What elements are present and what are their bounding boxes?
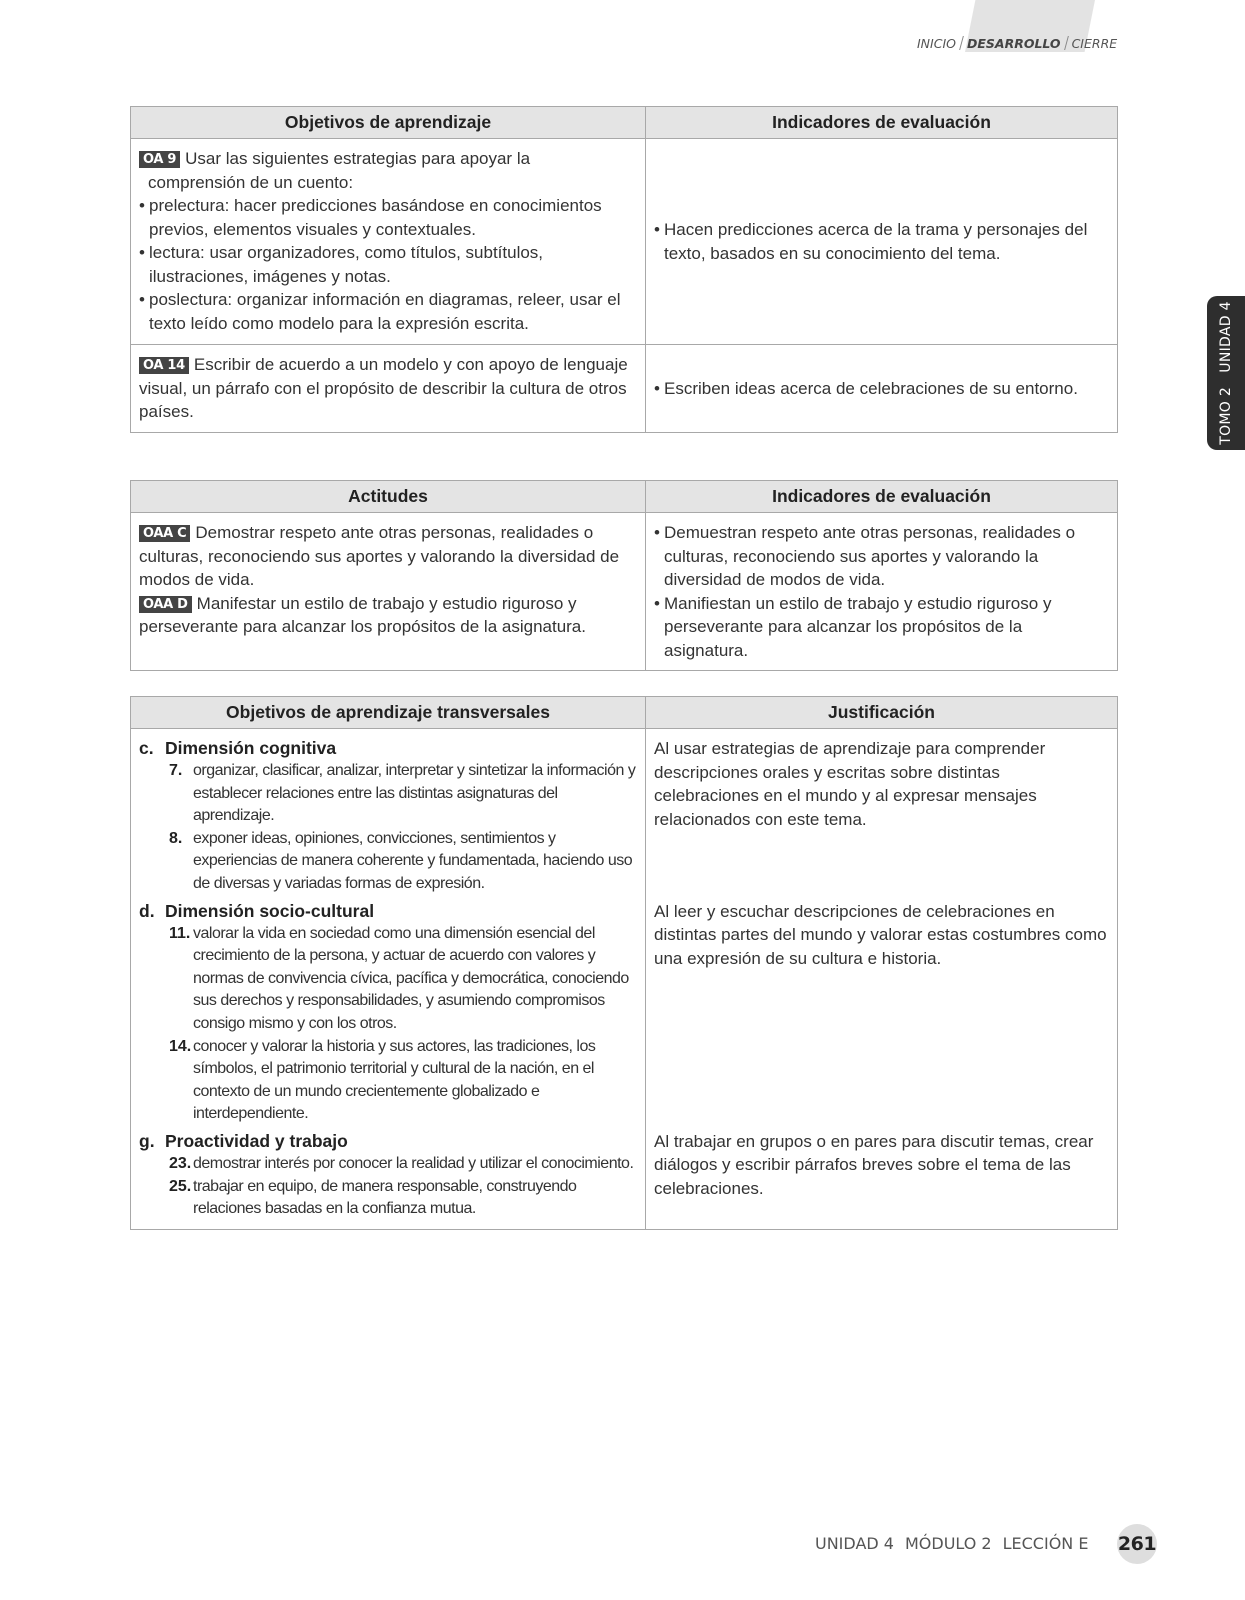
oa9-bullet: • poslectura: organizar información en diagramas, releer, usar el texto leído como modelo para la expresión escrita. [139, 288, 637, 335]
oa9-bullet: • lectura: usar organizadores, como títulos, subtítulos, ilustraciones, imágenes y notas. [139, 241, 637, 288]
footer-leccion: LECCIÓN E [1002, 1534, 1089, 1553]
table-row [131, 729, 1118, 900]
nav-inicio: INICIO [917, 36, 956, 51]
oaac-text: Demostrar respeto ante otras personas, realidades o culturas, reconociendo sus aportes y valorando la diversidad de modos de vida. [139, 523, 620, 589]
item-number: 25. [169, 1177, 192, 1195]
list-item [139, 760, 637, 828]
transversal-objectives-table [130, 696, 1118, 1230]
item-number: 14. [169, 1037, 192, 1055]
section-g-cell [131, 1130, 646, 1229]
oa14-indicator: • Escriben ideas acerca de celebraciones de su entorno. [654, 377, 1109, 401]
side-tab [1207, 296, 1245, 450]
footer-modulo: MÓDULO 2 [904, 1534, 992, 1553]
table-row [131, 513, 1118, 671]
oa9-intro-2: comprensión de un cuento: [148, 172, 354, 192]
nav-separator [1064, 36, 1069, 50]
table-row [131, 345, 1118, 433]
section-nav [905, 0, 1135, 60]
item-text: conocer y valorar la historia y sus actores, las tradiciones, los símbolos, el patrimonio territorial y cultural de la nación, en el contexto de un mundo crecientemente globalizado e interdependiente. [193, 1037, 596, 1123]
oa9-indicator: • Hacen predicciones acerca de la trama y personajes del texto, basados en su conocimiento del tema. [654, 218, 1109, 265]
attitudes-indicator-cell [646, 513, 1118, 671]
list-item [139, 1153, 637, 1176]
oa14-badge: OA 14 [139, 357, 189, 374]
section-letter: d. [139, 900, 155, 921]
oa14-text: Escribir de acuerdo a un modelo y con apoyo de lenguaje visual, un párrafo con el propósito de describir la cultura de otros países. [139, 355, 628, 421]
attitudes-cell [131, 513, 646, 671]
section-c-justification: Al usar estrategias de aprendizaje para comprender descripciones orales y escritas sobre distintas celebraciones en el mundo y al expresar mensajes relacionados con este tema. [646, 729, 1118, 900]
oa9-bullet: • prelectura: hacer predicciones basándose en conocimientos previos, elementos visuales y contextuales. [139, 194, 637, 241]
item-text: demostrar interés por conocer la realidad y utilizar el conocimiento. [193, 1154, 634, 1172]
oaad-badge: OAA D [139, 596, 192, 613]
item-text: valorar la vida en sociedad como una dimensión esencial del crecimiento de la persona, y actuar de acuerdo con valores y normas de convivencia cívica, pacífica y democrática, conociendo sus derechos y responsabilidades, y asumiendo compromisos consigo mismo y con los otros. [193, 924, 629, 1032]
section-letter: c. [139, 738, 154, 758]
item-number: 7. [169, 762, 183, 779]
table-row [131, 900, 1118, 1130]
transversal-header: Objetivos de aprendizaje transversales [131, 697, 646, 729]
list-item [139, 923, 637, 1036]
section-title-text: Dimensión socio-cultural [165, 900, 375, 921]
objectives-table [130, 106, 1118, 433]
section-title [139, 900, 637, 923]
objectives-header: Objetivos de aprendizaje [131, 107, 646, 139]
item-text: trabajar en equipo, de manera responsable, construyendo relaciones basadas en la confianza mutua. [193, 1177, 577, 1218]
nav-desarrollo: DESARROLLO [966, 36, 1061, 51]
section-c-cell [131, 729, 646, 900]
attitudes-table [130, 480, 1118, 671]
section-g-justification: Al trabajar en grupos o en pares para discutir temas, crear diálogos y escribir párrafos breves sobre el tema de las celebraciones. [646, 1130, 1118, 1229]
item-number: 8. [169, 829, 183, 847]
item-text: exponer ideas, opiniones, convicciones, sentimientos y experiencias de manera coherente y fundamentada, haciendo uso de diversas y variadas formas de expresión. [193, 829, 633, 892]
table-row [131, 1130, 1118, 1229]
section-d-justification: Al leer y escuchar descripciones de celebraciones en distintas partes del mundo y valorar estas costumbres como una expresión de su cultura e historia. [646, 900, 1118, 1130]
section-title-text: Proactividad y trabajo [165, 1130, 348, 1151]
item-text: organizar, clasificar, analizar, interpretar y sintetizar la información y establecer relaciones entre las distintas asignaturas del aprendizaje. [193, 762, 636, 825]
list-item [139, 1176, 637, 1221]
page-number: 261 [1117, 1524, 1157, 1564]
indicators-header: Indicadores de evaluación [646, 107, 1118, 139]
justification-header: Justificación [646, 697, 1118, 729]
nav-row [917, 36, 1117, 51]
attitudes-header: Actitudes [131, 481, 646, 513]
attitude-indicator: • Demuestran respeto ante otras personas, realidades o culturas, reconociendo sus aportes y valorando la diversidad de modos de vida. [654, 521, 1109, 592]
oa9-cell [131, 139, 646, 345]
side-tab-label: TOMO 2 UNIDAD 4 [1218, 301, 1234, 445]
section-title-text: Dimensión cognitiva [165, 738, 337, 758]
section-title [139, 737, 637, 760]
footer-unidad: UNIDAD 4 [815, 1534, 894, 1553]
oaac-badge: OAA C [139, 525, 190, 542]
oa14-cell [131, 345, 646, 433]
section-title [139, 1130, 637, 1153]
section-letter: g. [139, 1130, 155, 1151]
oa14-indicator-cell [646, 345, 1118, 433]
list-item [139, 828, 637, 896]
item-number: 11. [169, 924, 191, 942]
list-item [139, 1036, 637, 1126]
table-row [131, 139, 1118, 345]
indicators-header: Indicadores de evaluación [646, 481, 1118, 513]
item-number: 23. [169, 1154, 192, 1172]
attitude-indicator: • Manifiestan un estilo de trabajo y estudio riguroso y perseverante para alcanzar los propósitos de la asignatura. [654, 592, 1109, 663]
nav-separator [959, 36, 964, 50]
oa9-badge: OA 9 [139, 151, 180, 168]
oa9-intro: Usar las siguientes estrategias para apoyar la [185, 149, 531, 168]
section-d-cell [131, 900, 646, 1130]
oa9-indicator-cell [646, 139, 1118, 345]
oaad-text: Manifestar un estilo de trabajo y estudio riguroso y perseverante para alcanzar los propósitos de la asignatura. [139, 593, 586, 636]
nav-cierre: CIERRE [1071, 36, 1118, 51]
page-footer [815, 1534, 1099, 1553]
